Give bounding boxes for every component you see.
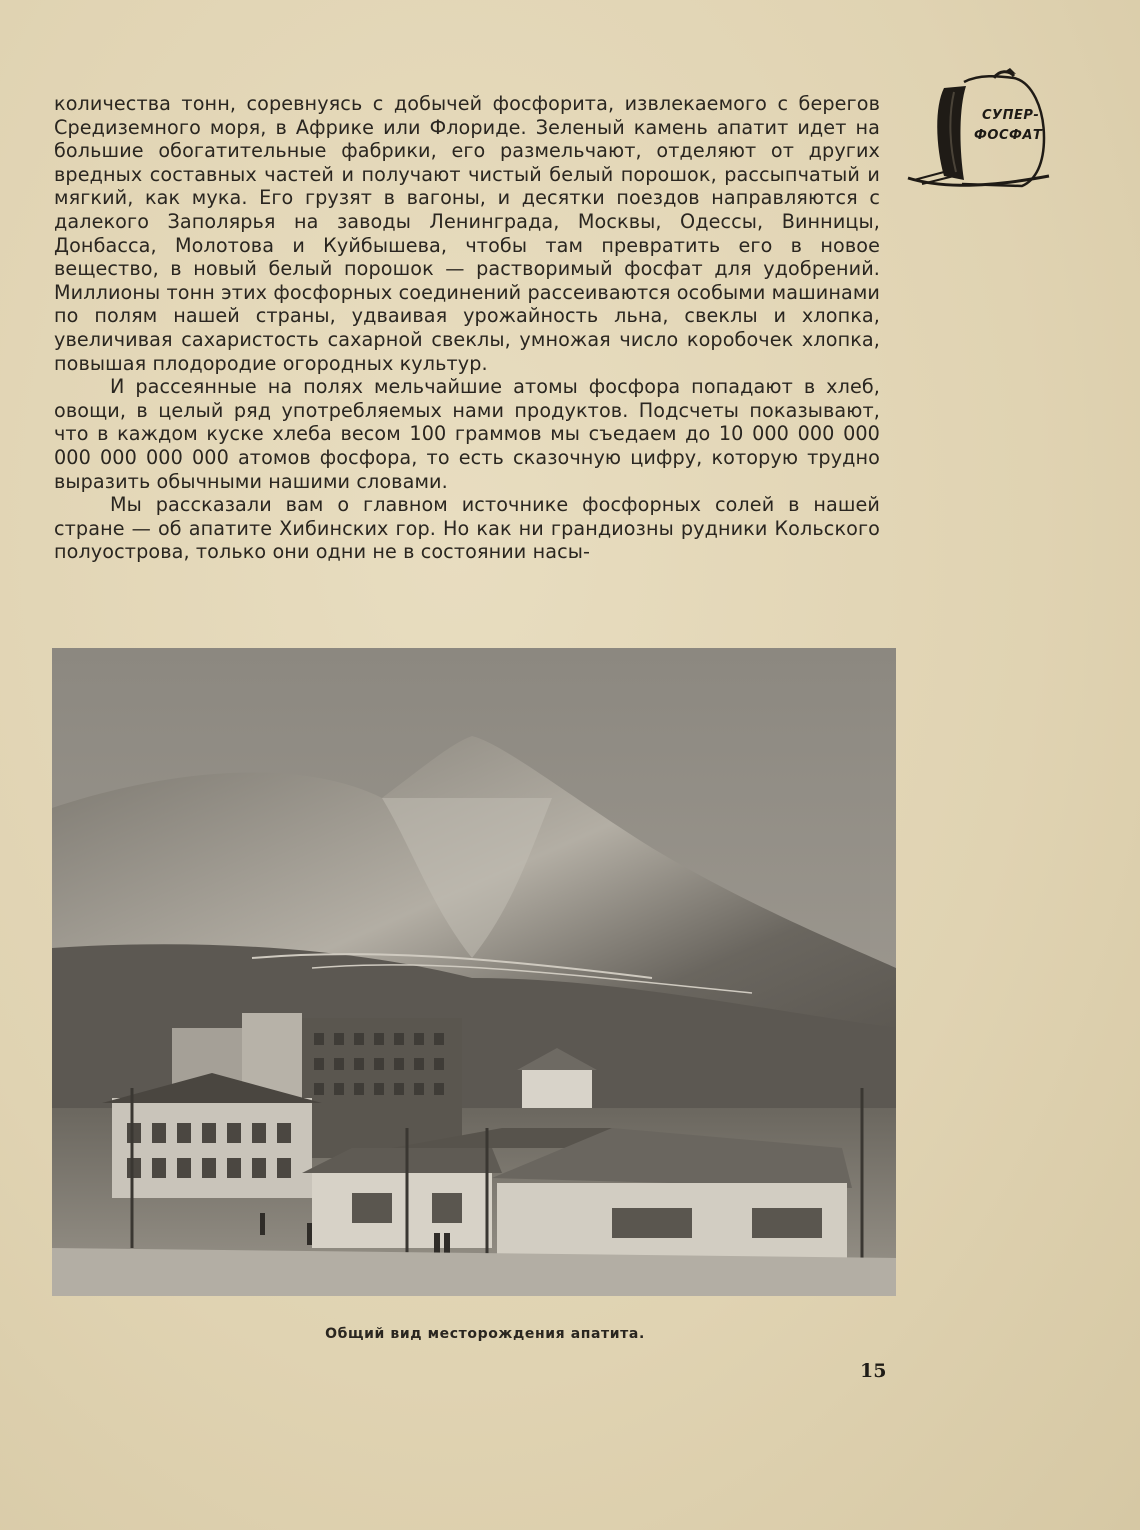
mountain-town-image	[52, 648, 896, 1296]
stamp-label-line1: СУПЕР-	[982, 108, 1040, 123]
apatite-deposit-photo	[52, 648, 896, 1296]
photo-caption: Общий вид месторождения апатита.	[325, 1326, 645, 1342]
paragraph-2: И рассеянные на полях мельчайшие атомы фосфора попадают в хлеб, овощи, в целый ряд употребляемых нами продуктов. Подсчеты показывают, что в каждом куске хлеба весом 100 граммов мы съедаем до 10 000 000 000 000 000 000 000 атомов фосфора, то есть сказочную цифру, которую трудно выразить обычными нашими словами.	[54, 375, 880, 493]
stamp-label-line2: ФОСФАТ	[974, 128, 1043, 143]
paragraph-3: Мы рассказали вам о главном источнике фосфорных солей в нашей стране — об апатите Хибинских гор. Но как ни грандиозны рудники Кольского полуострова, только они одни не в состоянии насы-	[54, 493, 880, 564]
page-number: 15	[860, 1360, 887, 1382]
article-text	[54, 92, 880, 564]
paragraph-1: количества тонн, соревнуясь с добычей фосфорита, извлекаемого с берегов Средиземного моря, в Африке или Флориде. Зеленый камень апатит идет на большие обогатительные фабрики, его размельчают, отделяют от других вредных составных частей и получают чистый белый порошок, рассыпчатый и мягкий, как мука. Его грузят в вагоны, и десятки поездов направляются с далекого Заполярья на заводы Ленинграда, Москвы, Одессы, Винницы, Донбасса, Молотова и Куйбышева, чтобы там превратить его в новое вещество, в новый белый порошок — растворимый фосфат для удобрений. Миллионы тонн этих фосфорных соединений рассеиваются особыми машинами по полям нашей страны, удваивая урожайность льна, свеклы и хлопка, увеличивая сахаристость сахарной свеклы, умножая число коробочек хлопка, повышая плодородие огородных культур.	[54, 92, 880, 375]
superphosphate-sack-illustration	[904, 68, 1054, 193]
